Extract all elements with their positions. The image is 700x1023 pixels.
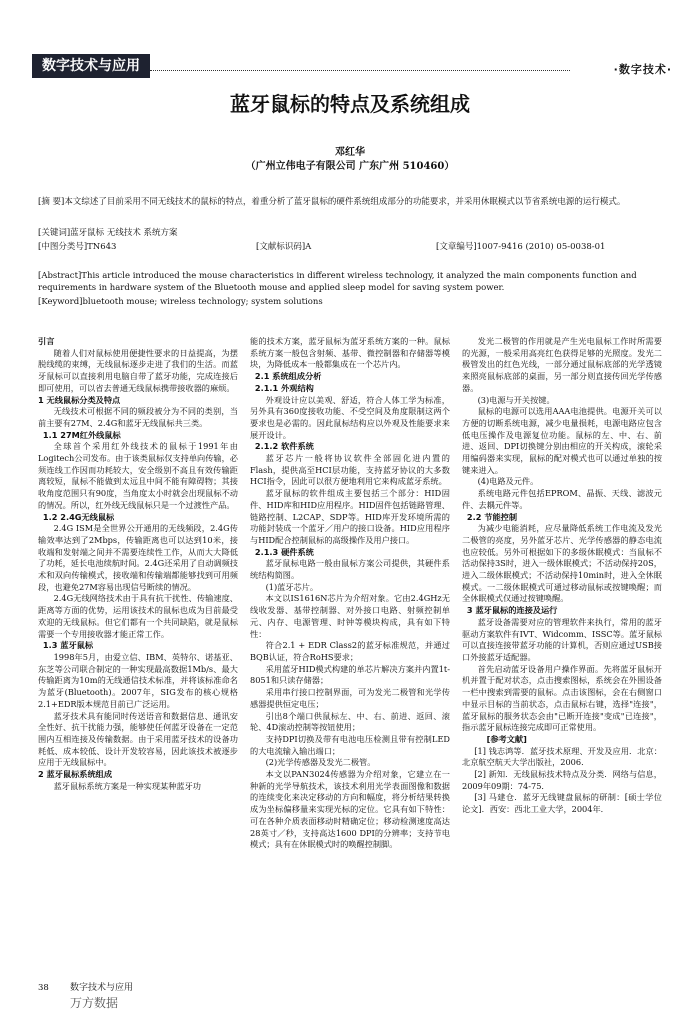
subsection-heading: 3 蓝牙鼠标的连接及运行 [466,605,558,616]
paragraph: 无线技术可根据不同的频段被分为不同的类别，当前主要有27M、2.4G和蓝牙无线鼠标共三类。 [38,406,238,428]
subsection-heading: 1.3 蓝牙鼠标 [42,640,94,651]
affiliation: （广州立伟电子有限公司 广东广州 510460） [245,161,455,172]
abstract-en: [Abstract]This article introduced the mouse characteristics in different wireless technology, it analyzed the main components function and requirements in hardware system of the Bluetooth mouse and applied sleep model for saving system power. [38,271,637,293]
section-heading: 1 无线鼠标分类及特点 [38,394,121,405]
paragraph: 符合2.1 + EDR Class2的蓝牙标准规范，并通过BQB认证，符合RoHS要求； [250,640,450,662]
journal-name: 数字技术与应用 [70,983,134,993]
subsection-heading: 1.2 2.4G无线鼠标 [42,511,115,522]
references-heading: [参考文献] [486,733,527,744]
text-column-right [462,336,662,816]
reference-item: [2] 新知．无线鼠标技术特点及分类．网络与信息，2009年09期：74-75． [462,769,662,791]
paragraph: 首先启动蓝牙设备用户操作界面。先将蓝牙鼠标开机并置于配对状态，点击搜索图标，系统会在外围设备一栏中搜索到需要的鼠标。点击该图标，会在右侧窗口中显示目标的当前状态，点击鼠标右键，选择"连接"，蓝牙鼠标的服务状态会由"已断开连接"变成"已连接"，指示蓝牙鼠标连接完成即可正常使用。 [462,663,662,733]
paragraph: 蓝牙鼠标系统方案是一种实现某种蓝牙功 [53,780,201,791]
paragraph: 蓝牙鼠标的软件组成主要包括三个部分：HID固件、HID库和HID应用程序。HID固件包括链路管理、链路控制、L2CAP、SDP等。HID库开发环境所需的功能封装成一个蓝牙／用户的接口设备。HID应用程序与HID配合控制鼠标的高级操作及用户接口。 [250,488,450,545]
author: 邓红华 [335,147,365,158]
paragraph: 采用串行接口控制界面，可为发光二极管和光学传感器提供恒定电压； [250,687,450,709]
paragraph: 本文以IS1616N芯片为介绍对象。它由2.4GHz无线收发器、基带控制器、对外接口电路、射频控制单元、内存、电源管理、时钟等模块构成，具有如下特性： [250,593,450,639]
subsection-heading: 2.1.3 硬件系统 [254,546,314,557]
paragraph: 全球首个采用红外线技术的鼠标于1991年由Logitech公司发布。由于该类鼠标仅支持单向传输，必须连线工作因而功耗较大，安全级别不高且有效传输距离较短，鼠标不能做到太远且中间不能有障碍物；其接收角度范围只有90度，当角度太小时就会出现鼠标不动的情况。所以，红外线无线鼠标只是一个过渡性产品。 [38,441,238,510]
paragraph: 1998年5月，由爱立信、IBM、英特尔、诺基亚、东芝等公司联合制定的一种实现最高数据1Mb/s、最大传输距离为10m的无线通信技术标准，并将该标准命名为蓝牙(Bluetooth)。2007年，SIG发布的核心规格2.1+EDR版本规范目前已广泛运用。 [38,651,238,709]
text-column-middle [250,336,450,851]
paragraph: (3)电源与开关按键。 [477,394,555,405]
paragraph: 外观设计应以美观、舒适，符合人体工学为标准，另外具有360度接收功能、不受空间及角度限制这两个要求也是必需的。因此鼠标结构应以外观及性能要求来展开设计。 [250,394,450,440]
subsection-heading: 2.2 节能控制 [466,511,518,522]
section-heading: 引言 [38,336,55,346]
meta-row [38,241,664,253]
keywords-cn: [关键词]蓝牙鼠标 无线技术 系统方案 [38,228,178,238]
section-label: ·数字技术· [613,63,672,76]
reference-item: [3] 马建仓．蓝牙无线键盘鼠标的研制：[硕士学位论文]．西安：西北工业大学，2004年． [462,792,662,815]
subsection-heading: 2.1.1 外观结构 [254,382,314,393]
paragraph: 2.4G ISM是全世界公开通用的无线频段，2.4G传输效率达到了2Mbps，传输距离也可以达到10米，接收端和发射端之间并不需要连续性工作，从而大大降低了功耗，延长电池续航时间。2.4G还采用了自动调频技术和双向传输模式，接收端和传输端都能够找到可用频段，也避免27M容易出现信号断续的情况。 [38,523,238,592]
abstract-cn: [摘 要]本文综述了目前采用不同无线技术的鼠标的特点，着重分析了蓝牙鼠标的硬件系统组成部分的功能要求，并采用休眠模式以节省系统电源的运行模式。 [38,197,626,207]
doc-code: [文献标识码]A [256,242,312,252]
paragraph: 蓝牙芯片一般将协议软件全部固化进内置的Flash，提供高至HCI层功能，支持蓝牙协议的大多数HCI指令，因此可以很方便地利用它来构成蓝牙系统。 [250,453,450,487]
paragraph: 引出8个端口供鼠标左、中、右、前进、返回、滚轮、4D滚动控制等按钮使用； [250,710,450,733]
page-number: 38 [38,983,49,993]
paragraph: (1)蓝牙芯片。 [265,581,319,592]
paragraph: 本文以PAN3024传感器为介绍对象，它建立在一种新的光学导航技术，该技术利用光学表面图像和数据的连续变化来决定移动的方向和幅度，将分析结果转换成为坐标偏移量来实现光标的定位。它具有如下特性：可在各种介质表面移动时精确定位；移动检测速度高达28英寸／秒，支持高达1600 DPI的分辨率；支持节电模式；具有在休眠模式时的唤醒控制脚。 [250,769,450,850]
paragraph: 随着人们对鼠标使用便捷性要求的日益提高，为摆脱线缆的束缚，无线鼠标逐步走进了我们的生活。而蓝牙鼠标可以直接利用电脑自带了蓝牙功能，完成连接后即可使用，可以省去普通无线鼠标携带接收器的麻烦。 [38,347,238,393]
text-column-left [38,336,238,792]
subsection-heading: 2.1 系统组成分析 [254,371,322,382]
paper-title: 蓝牙鼠标的特点及系统组成 [230,92,470,116]
paragraph: 蓝牙技术具有能同时传送语音和数据信息、通讯安全性好、抗干扰能力强，能够使任何蓝牙设备在一定范围内互相连接及传输数据。由于采用蓝牙技术的设备功耗低、成本较低、设计开发较容易，因此该技术被逐步应用于无线鼠标中。 [38,710,238,768]
paragraph: 采用蓝牙HID模式构建的单芯片解决方案并内置1t- 8051和只读存储器； [250,663,450,686]
paragraph: 能的技术方案，蓝牙鼠标为蓝牙系统方案的一种。鼠标系统方案一般包含射频、基带、微控制器和存储器等模块，为降低成本一般都集成在一个芯片内。 [250,336,450,370]
section-bar: 数字技术与应用 [32,54,150,78]
paragraph: 鼠标的电源可以选用AAA电池提供。电源开关可以方便的切断系统电源，减少电量损耗，电源电路应包含低电压操作及电源复位功能。鼠标的左、中、右、前进、返回、DPI切换键分别由相应的开关构成，滚轮采用编码器来实现，鼠标的配对模式也可以通过单独的按键来进入。 [462,406,662,475]
paragraph: 发光二极管的作用就是产生光电鼠标工作时所需要的光源，一般采用高亮红色获得足够的光照度。发光二极管发出的红色光线，一部分通过鼠标底部的光学透镜来照亮鼠标底部的桌面，另一部分则直接传回光学传感器。 [462,336,662,393]
paragraph: 为减少电能消耗，应尽量降低系统工作电流及发光二极管的亮度，另外蓝牙芯片、光学传感器的静态电流也应较低。另外可根据如下的多级休眠模式：当鼠标不活动保持3S时，进入一级休眠模式；不活动保持20S，进入二级休眠模式；不活动保持10min时，进入全休眠模式。一二级休眠模式可通过移动鼠标或按键唤醒；而全休眠模式仅通过按键唤醒。 [462,523,662,604]
keywords-en: [Keyword]bluetooth mouse; wireless technology; system solutions [38,297,323,307]
subsection-heading: 2.1.2 软件系统 [254,441,314,452]
section-heading: 2 蓝牙鼠标系统组成 [38,769,113,780]
paragraph: 蓝牙鼠标电路一般由鼠标方案公司提供，其硬件系统结构简图。 [250,558,450,581]
paragraph: (2)光学传感器及发光二极管。 [265,757,376,768]
paragraph: 系统电路元件包括EPROM、晶振、天线、滤波元件、去耦元件等。 [462,488,662,510]
article-number: [文章编号]1007-9416 (2010) 05-0038-01 [436,242,606,252]
paragraph: 2.4G无线网络技术由于具有抗干扰性、传输速度、距离等方面的优势，运用该技术的鼠标也成为目前最受欢迎的无线鼠标。但它们都有一个共同缺陷，就是鼠标需要一个专用接收器才能正常工作。 [38,593,238,639]
clc-number: [中图分类号]TN643 [38,242,117,252]
paragraph: 蓝牙设备需要对应的管理软件来执行，常用的蓝牙驱动方案软件有IVT、Widcomm、ISSC等。蓝牙鼠标可以直接连接带蓝牙功能的计算机，否则应通过USB接口外接蓝牙适配器。 [462,616,662,662]
reference-item: [1] 钱志鸿等．蓝牙技术原理、开发及应用．北京：北京航空航天大学出版社，2006． [462,745,662,768]
header-rule [150,70,570,71]
paragraph: (4)电路及元件。 [477,476,539,487]
subsection-heading: 1.1 27M红外线鼠标 [42,429,121,440]
watermark: 万方数据 [70,996,119,1010]
paragraph: 支持DPI切换及带有电池电压检测且带有控制LED的大电流输入输出端口； [250,733,450,756]
